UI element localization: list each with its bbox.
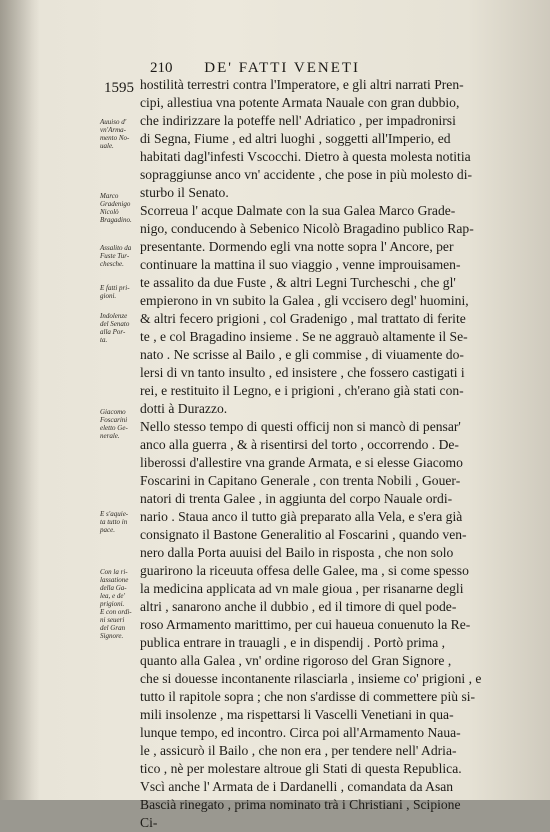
text-line: & altri fecero prigioni , col Gradenigo , mal trattato di ferite bbox=[140, 311, 466, 326]
text-line: nato . Ne scrisse al Bailo , e gli commise , di viuamente do- bbox=[140, 347, 464, 362]
text-line: altri , sanarono anche il dubbio , ed il timore di quel pode- bbox=[140, 599, 457, 614]
text-line: quanto alla Galea , vn' ordine rigoroso del Gran Signore , bbox=[140, 653, 452, 668]
margin-note-line: Con la ri- bbox=[100, 568, 128, 576]
text-line: publica entrare in trauagli , e in dispendij . Portò prima , bbox=[140, 635, 446, 650]
running-header bbox=[150, 60, 450, 77]
margin-note-line: Foscarini bbox=[100, 416, 128, 424]
text-line: che indirizzare la poteffe nell' Adriatico , per impadronirsi bbox=[140, 113, 456, 128]
text-line: Vscì anche l' Armata de i Dardanelli , comandata da Asan bbox=[140, 779, 454, 794]
text-line: habitati dagl'infesti Vscocchi. Dietro à questa molesta notitia bbox=[140, 149, 471, 164]
text-line: le , assicurò il Bailo , che non era , per tendere nell' Adria- bbox=[140, 743, 457, 758]
text-line: Scorreua l' acque Dalmate con la sua Galea Marco Grade- bbox=[140, 203, 456, 218]
margin-note-line: E s'aquie- bbox=[100, 510, 129, 518]
text-line: empierono in vn subito la Galea , gli vccisero degl' huomini, bbox=[140, 293, 469, 308]
text-line: cipi, allestiua vna potente Armata Nauale con gran dubbio, bbox=[140, 95, 460, 110]
margin-note-line: prigioni. bbox=[100, 600, 125, 608]
text-line: natori di trenta Galee , in aggiunta del corpo Nauale ordi- bbox=[140, 491, 453, 506]
margin-note bbox=[100, 312, 142, 344]
margin-note-line: chesche. bbox=[100, 260, 124, 268]
text-line: Foscarini in Capitano Generale , con trenta Nobili , Gouer- bbox=[140, 473, 461, 488]
text-line: liberossi d'allestire vna grande Armata, e si elesse Giacomo bbox=[140, 455, 463, 470]
text-line: guarirono la riceuuta offesa delle Galee, ma , si come spesso bbox=[140, 563, 469, 578]
margin-note-line: pace. bbox=[100, 526, 115, 534]
margin-note-line: Gradenigo bbox=[100, 200, 131, 208]
margin-note-line: lea, e de' bbox=[100, 592, 126, 600]
text-line: dotti à Durazzo. bbox=[140, 401, 228, 416]
margin-note-line: eletto Ge- bbox=[100, 424, 128, 432]
running-title: DE' FATTI VENETI bbox=[204, 60, 361, 76]
margin-note-line: Marco bbox=[100, 192, 119, 200]
margin-note-line: Assalito da bbox=[100, 244, 132, 252]
margin-note-line: della Ga- bbox=[100, 584, 127, 592]
margin-note bbox=[100, 284, 142, 300]
margin-note bbox=[100, 510, 142, 534]
margin-note-line: del Gran bbox=[100, 624, 126, 632]
text-line: che si douesse incontanente rilasciarla , insieme co' prigioni , e bbox=[140, 671, 482, 686]
margin-note bbox=[100, 568, 142, 640]
text-line: sopraggiunse anco vn' accidente , che pose in più molesto di- bbox=[140, 167, 473, 182]
text-line: tico , nè per molestare altroue gli Stati di questa Republica. bbox=[140, 761, 462, 776]
margin-note bbox=[100, 244, 142, 268]
margin-note-line: alla Por- bbox=[100, 328, 126, 336]
margin-note-line: ta tutto in bbox=[100, 518, 128, 526]
page-number: 210 bbox=[150, 60, 173, 76]
margin-note-line: del Senato bbox=[100, 320, 130, 328]
text-line: te assalito da due Fuste , & altri Legni Turcheschi , che gl' bbox=[140, 275, 456, 290]
text-line: mili insolenze , ma rispettarsi li Vascelli Venetiani in qua- bbox=[140, 707, 454, 722]
text-line: anco alla guerra , & à risentirsi del torto , occorrendo . De- bbox=[140, 437, 459, 452]
margin-note-line: Indolenze bbox=[100, 312, 128, 320]
text-line: continuare la mattina il suo viaggio , venne improuisamen- bbox=[140, 257, 461, 272]
margin-note-line: Bragadino. bbox=[100, 216, 132, 224]
margin-note-line: Signore. bbox=[100, 632, 124, 640]
margin-note bbox=[100, 192, 142, 224]
text-line: rei, e restituito il Legno, e i prigioni , ch'erano già stati con- bbox=[140, 383, 464, 398]
text-line: Bascià rinegato , prima nominato trà i Christiani , Scipione bbox=[140, 797, 461, 812]
text-line: la medicina applicata ad vn male gioua , per risanarne degli bbox=[140, 581, 464, 596]
text-line: hostilità terrestri contra l'Imperatore, e gli altri narrati Pren- bbox=[140, 77, 464, 92]
year-marker: 1595 bbox=[104, 80, 134, 96]
text-line: presentante. Dormendo egli vna notte sopra l' Ancore, per bbox=[140, 239, 454, 254]
text-line: di Segna, Fiume , ed altri luoghi , soggetti all'Imperio, ed bbox=[140, 131, 451, 146]
text-line: lunque tempo, ed incontro. Circa poi all'Armamento Naua- bbox=[140, 725, 461, 740]
text-line: lersi di vn tanto insulto , ed insistere , che fossero castigati i bbox=[140, 365, 465, 380]
margin-note-line: mento No- bbox=[100, 134, 130, 142]
margin-note-line: ni seueri bbox=[100, 616, 125, 624]
body-text bbox=[140, 76, 516, 832]
margin-note-line: Giacomo bbox=[100, 408, 126, 416]
text-line: sturbo il Senato. bbox=[140, 185, 229, 200]
margin-note-line: uale. bbox=[100, 142, 114, 150]
text-line: te , e col Bragadino insieme . Se ne aggrauò altamente il Se- bbox=[140, 329, 468, 344]
margin-note-line: Auuiso d' bbox=[100, 118, 127, 126]
page-gutter-shadow bbox=[0, 0, 40, 800]
text-line: nario . Staua anco il tutto già preparato alla Vela, e s'era già bbox=[140, 509, 463, 524]
text-line: nigo, conducendo à Sebenico Nicolò Bragadino publico Rap- bbox=[140, 221, 474, 236]
margin-note-line: E con ordi- bbox=[100, 608, 132, 616]
margin-note bbox=[100, 408, 142, 440]
text-line: Ci- bbox=[140, 815, 158, 830]
text-line: Nello stesso tempo di questi officij non si mancò di pensar' bbox=[140, 419, 461, 434]
text-line: tutto il rapitole sopra ; che non s'ardisse di commettere più si- bbox=[140, 689, 476, 704]
margin-note-line: nerale. bbox=[100, 432, 120, 440]
margin-note-line: lassatione bbox=[100, 576, 129, 584]
text-line: consignato il Bastone Generalitio al Foscarini , quando ven- bbox=[140, 527, 467, 542]
margin-note-line: ta. bbox=[100, 336, 108, 344]
margin-note-line: Nicolò bbox=[100, 208, 119, 216]
margin-note-line: vn'Arma- bbox=[100, 126, 126, 134]
margin-note-line: E fatti pri- bbox=[100, 284, 130, 292]
text-line: nero dalla Porta auuisi del Bailo in risposta , che non solo bbox=[140, 545, 454, 560]
margin-note bbox=[100, 118, 142, 150]
margin-note-line: Fuste Tur- bbox=[100, 252, 130, 260]
text-line: roso Armamento marittimo, per cui haueua conuenuto la Re- bbox=[140, 617, 471, 632]
margin-note-line: gioni. bbox=[100, 292, 117, 300]
